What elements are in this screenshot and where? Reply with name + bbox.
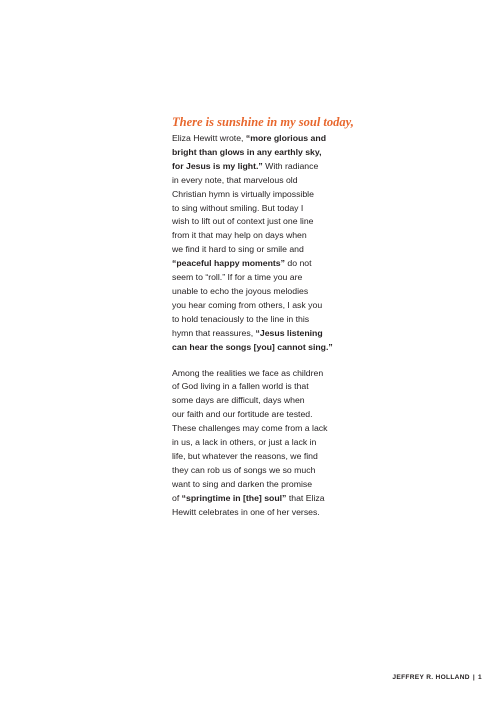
bold-quote: for Jesus is my light.” xyxy=(172,160,263,171)
text-run: some days are difficult, days when xyxy=(172,395,305,406)
footer-separator: | xyxy=(472,674,476,681)
text-run: seem to “roll.” If for a time you are xyxy=(172,272,303,283)
text-run: Eliza Hewitt wrote, xyxy=(172,133,246,143)
text-line xyxy=(172,146,372,160)
footer-author: JEFFREY R. HOLLAND xyxy=(392,674,470,681)
bold-quote: “springtime in [the] soul” xyxy=(181,492,287,503)
text-line xyxy=(172,422,372,436)
text-line xyxy=(172,408,372,422)
article-heading: There is sunshine in my soul today, xyxy=(172,115,354,129)
text-run: hymn that reassures, xyxy=(172,327,256,338)
text-run: they can rob us of songs we so much xyxy=(172,464,316,475)
text-line xyxy=(172,188,372,202)
text-run: of God living in a fallen world is that xyxy=(172,381,309,392)
page-number: 1 xyxy=(478,674,482,681)
text-run: do not xyxy=(284,258,312,269)
text-run: of xyxy=(172,492,182,503)
page-footer xyxy=(392,674,482,681)
text-line xyxy=(172,243,372,257)
text-run: our faith and our fortitude are tested. xyxy=(172,409,313,420)
text-run: These challenges may come from a lack xyxy=(172,423,328,434)
text-run: from it that may help on days when xyxy=(172,230,307,241)
text-line xyxy=(172,492,372,506)
text-run: in us, a lack in others, or just a lack in xyxy=(172,437,317,448)
text-run: to hold tenaciously to the line in this xyxy=(172,313,310,324)
text-run: that Eliza xyxy=(286,492,325,503)
text-run: Christian hymn is virtually impossible xyxy=(172,188,314,199)
text-line xyxy=(172,229,372,243)
text-line xyxy=(172,271,372,285)
text-line xyxy=(172,478,372,492)
text-line xyxy=(172,436,372,450)
text-line xyxy=(172,464,372,478)
text-line xyxy=(172,394,372,408)
text-line xyxy=(172,506,372,520)
text-line xyxy=(172,257,372,271)
paragraph-2 xyxy=(172,367,372,520)
text-line xyxy=(172,202,372,216)
text-line xyxy=(172,215,372,229)
text-line xyxy=(172,380,372,394)
text-run: to sing without smiling. But today I xyxy=(172,202,304,213)
text-run: unable to echo the joyous melodies xyxy=(172,285,309,296)
text-run: we find it hard to sing or smile and xyxy=(172,244,304,255)
paragraph-1 xyxy=(172,132,372,355)
text-run: wish to lift out of context just one line xyxy=(172,216,314,227)
text-line xyxy=(172,285,372,299)
text-line xyxy=(172,160,372,174)
text-line xyxy=(172,132,372,146)
text-line xyxy=(172,299,372,313)
article-column xyxy=(172,114,372,519)
bold-quote: bright than glows in any earthly sky, xyxy=(172,146,322,157)
text-run: you hear coming from others, I ask you xyxy=(172,299,323,310)
text-line xyxy=(172,313,372,327)
text-line xyxy=(172,327,372,341)
text-line xyxy=(172,450,372,464)
text-run: in every note, that marvelous old xyxy=(172,174,298,185)
bold-quote: “peaceful happy moments” xyxy=(172,258,285,269)
text-run: want to sing and darken the promise xyxy=(172,478,313,489)
text-line xyxy=(172,174,372,188)
bold-quote: “Jesus listening xyxy=(255,327,323,338)
text-run: life, but whatever the reasons, we find xyxy=(172,450,318,461)
text-line xyxy=(172,367,372,381)
text-line xyxy=(172,341,372,355)
text-run: With radiance xyxy=(262,160,319,171)
bold-quote: can hear the songs [you] cannot sing.” xyxy=(172,341,333,352)
bold-quote: “more glorious and xyxy=(245,133,327,143)
text-run: Hewitt celebrates in one of her verses. xyxy=(172,506,320,517)
text-run: Among the realities we face as children xyxy=(172,367,324,378)
